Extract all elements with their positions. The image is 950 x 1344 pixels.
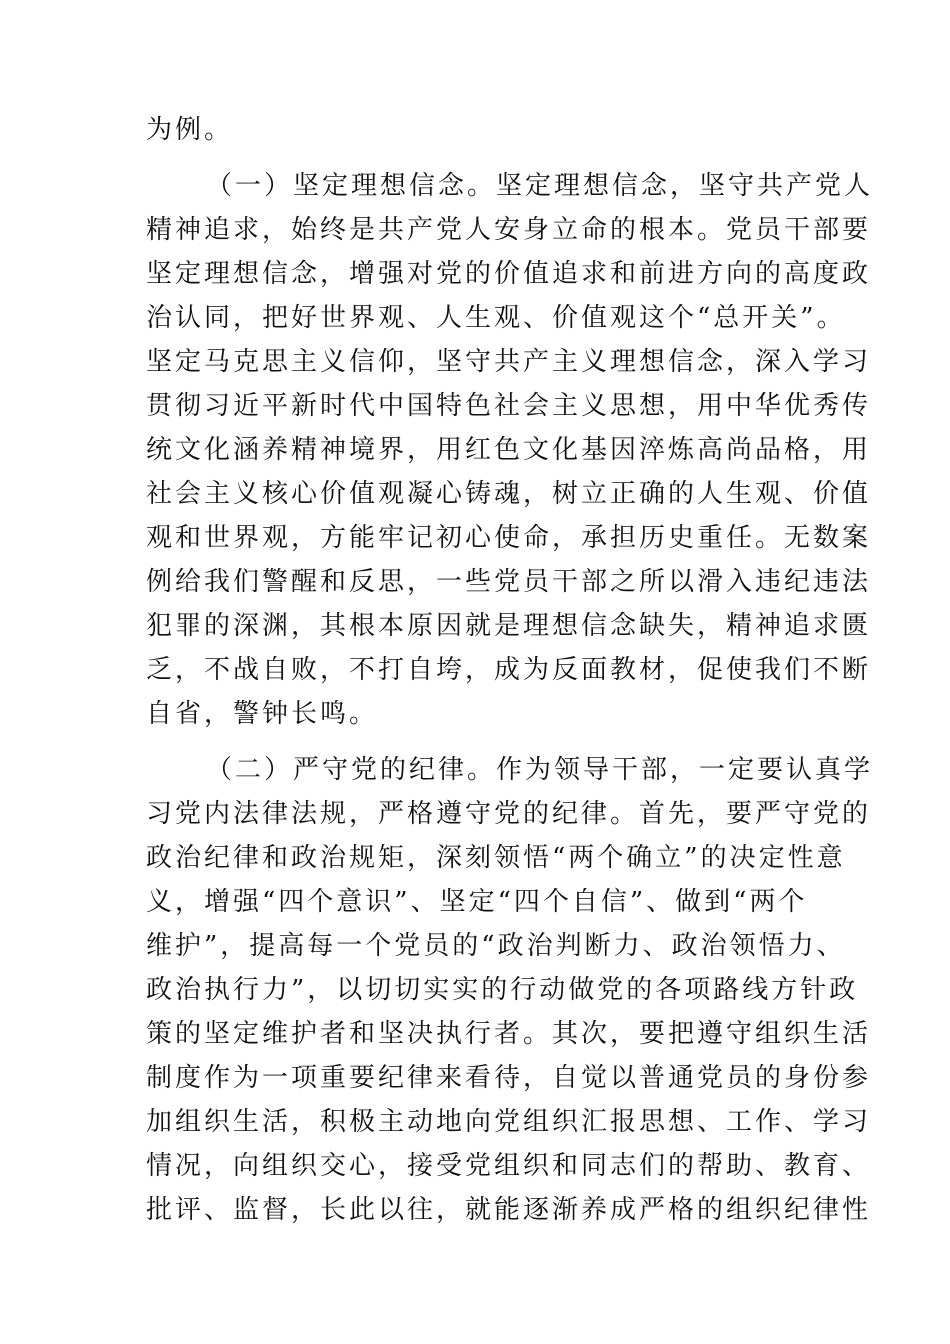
text-line: 坚定理想信念，增强对党的价值追求和前进方向的高度政 xyxy=(146,259,872,289)
text-line: 社会主义核心价值观凝心铸魂，树立正确的人生观、价值 xyxy=(146,479,872,509)
text-line: 政治执行力”，以切切实实的行动做党的各项路线方针政 xyxy=(146,975,859,1005)
text-line: 统文化涵养精神境界，用红色文化基因淬炼高尚品格，用 xyxy=(146,435,872,465)
paragraph-heading-line: （二）严守党的纪律。作为领导干部，一定要认真学 xyxy=(206,755,874,785)
text-line: 坚定马克思主义信仰，坚守共产主义理想信念，深入学习 xyxy=(146,347,872,377)
text-line: 犯罪的深渊，其根本原因就是理想信念缺失，精神追求匮 xyxy=(146,611,872,641)
text-line: 贯彻习近平新时代中国特色社会主义思想，用中华优秀传 xyxy=(146,391,872,421)
text-line: 情况，向组织交心，接受党组织和同志们的帮助、教育、 xyxy=(146,1151,872,1181)
text-line: 自省，警钟长鸣。 xyxy=(146,699,379,729)
text-line: 制度作为一项重要纪律来看待，自觉以普通党员的身份参 xyxy=(146,1063,872,1093)
text-line: 例给我们警醒和反思，一些党员干部之所以滑入违纪违法 xyxy=(146,567,872,597)
text-line: 义，增强“四个意识”、坚定“四个自信”、做到“两个 xyxy=(146,887,808,917)
text-line: 维护”，提高每一个党员的“政治判断力、政治领悟力、 xyxy=(146,931,846,961)
text-line: 策的坚定维护者和坚决执行者。其次，要把遵守组织生活 xyxy=(146,1019,872,1049)
text-line: 精神追求，始终是共产党人安身立命的根本。党员干部要 xyxy=(146,215,872,245)
paragraph-heading-line: （一）坚定理想信念。坚定理想信念，坚守共产党人 xyxy=(206,171,874,201)
text-line: 为例。 xyxy=(146,115,234,145)
text-line: 观和世界观，方能牢记初心使命，承担历史重任。无数案 xyxy=(146,523,872,553)
text-line: 政治纪律和政治规矩，深刻领悟“两个确立”的决定性意 xyxy=(146,843,846,873)
text-line: 加组织生活，积极主动地向党组织汇报思想、工作、学习 xyxy=(146,1107,872,1137)
text-line: 习党内法律法规，严格遵守党的纪律。首先，要严守党的 xyxy=(146,799,872,829)
text-line: 乏，不战自败，不打自垮，成为反面教材，促使我们不断 xyxy=(146,655,872,685)
text-line: 批评、监督，长此以往，就能逐渐养成严格的组织纪律性 xyxy=(146,1195,872,1225)
text-line: 治认同，把好世界观、人生观、价值观这个“总开关”。 xyxy=(146,303,846,333)
